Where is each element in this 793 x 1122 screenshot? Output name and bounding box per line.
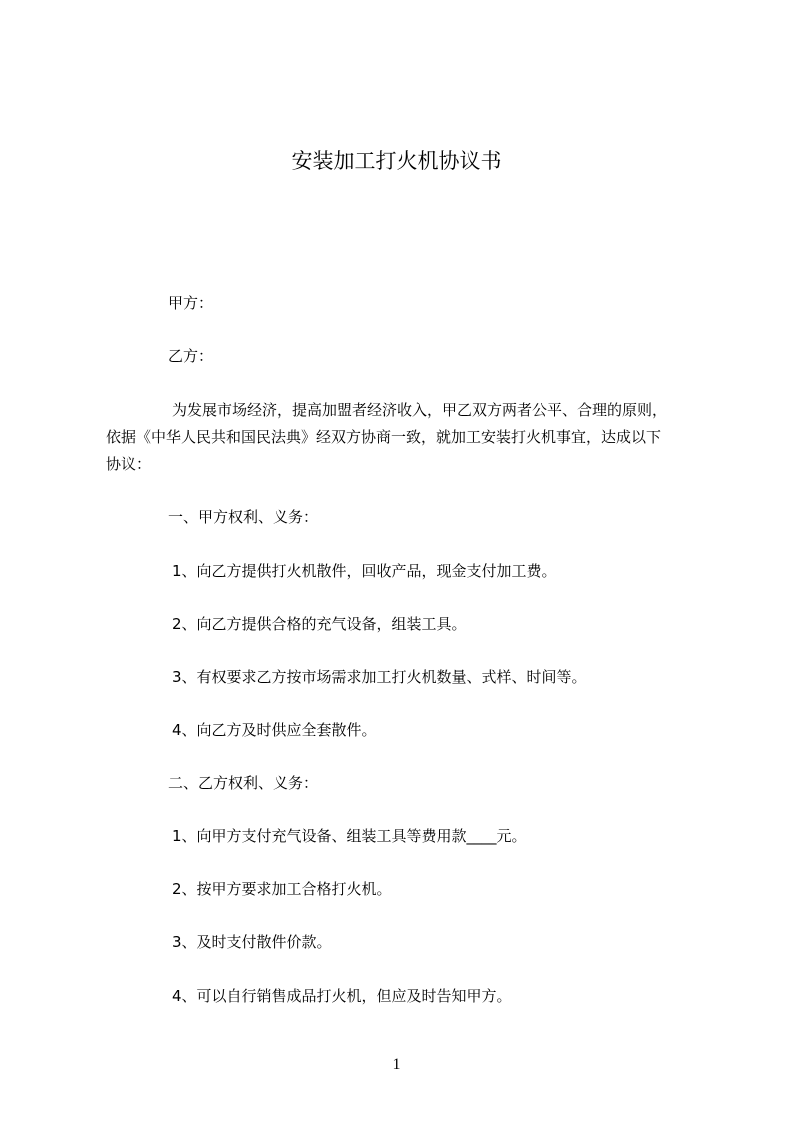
- list-item: 4、向乙方及时供应全套散件。: [172, 721, 377, 739]
- list-item: 3、及时支付散件价款。: [172, 933, 332, 951]
- list-item: 2、向乙方提供合格的充气设备，组装工具。: [172, 615, 467, 633]
- intro-line: 协议：: [106, 455, 152, 473]
- section-heading: 一、甲方权利、义务：: [168, 508, 319, 526]
- intro-line: 依据《中华人民共和国民法典》经双方协商一致，就加工安装打火机事宜，达成以下: [106, 428, 662, 446]
- list-item: 1、向乙方提供打火机散件，回收产品，现金支付加工费。: [172, 562, 557, 580]
- intro-line: 为发展市场经济，提高加盟者经济收入，甲乙双方两者公平、合理的原则，: [172, 401, 668, 419]
- list-item: 1、向甲方支付充气设备、组装工具等费用款____元。: [172, 827, 527, 845]
- party-a-label: 甲方：: [168, 294, 214, 312]
- list-item: 3、有权要求乙方按市场需求加工打火机数量、式样、时间等。: [172, 668, 587, 686]
- list-item: 4、可以自行销售成品打火机，但应及时告知甲方。: [172, 987, 512, 1005]
- page-number: 1: [392, 1056, 401, 1073]
- party-b-label: 乙方：: [168, 347, 214, 365]
- section-heading: 二、乙方权利、义务：: [168, 774, 319, 792]
- document-title: 安装加工打火机协议书: [291, 149, 502, 173]
- list-item: 2、按甲方要求加工合格打火机。: [172, 880, 392, 898]
